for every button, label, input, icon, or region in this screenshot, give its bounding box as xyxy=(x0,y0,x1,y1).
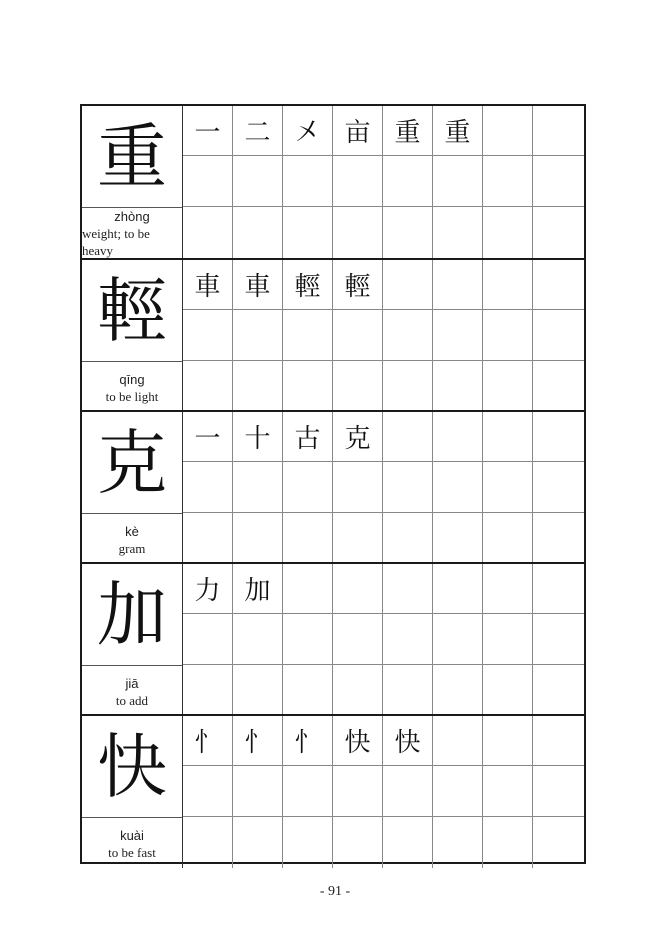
practice-cell xyxy=(383,412,433,462)
practice-cell xyxy=(283,207,333,258)
practice-cell xyxy=(183,207,233,258)
stroke-order-cell: 㐅 xyxy=(283,106,333,156)
practice-cell xyxy=(483,513,533,564)
stroke-order-cell: 力 xyxy=(183,564,233,614)
pinyin: zhòng xyxy=(114,209,150,224)
meaning: to be fast xyxy=(108,844,156,860)
practice-cell xyxy=(283,614,333,665)
practice-cell xyxy=(183,156,233,207)
practice-cell xyxy=(483,564,533,614)
practice-cell xyxy=(533,106,584,156)
practice-cell xyxy=(233,817,283,868)
practice-cell xyxy=(533,156,584,207)
stroke-order-cell: 輕 xyxy=(333,260,383,310)
practice-cell xyxy=(383,462,433,513)
practice-cell xyxy=(233,310,283,361)
practice-cell xyxy=(233,207,283,258)
practice-cell xyxy=(283,665,333,716)
stroke-order-cell: 一 xyxy=(183,106,233,156)
practice-cell xyxy=(383,564,433,614)
practice-cell xyxy=(433,207,483,258)
stroke-order-cell: 一 xyxy=(183,412,233,462)
meaning: gram xyxy=(118,540,146,556)
practice-cell xyxy=(383,361,433,412)
practice-grid xyxy=(183,106,584,258)
character-block xyxy=(82,562,584,716)
practice-cell xyxy=(533,207,584,258)
character-block xyxy=(82,258,584,412)
meaning: to add xyxy=(115,692,149,708)
stroke-order-cell: 二 xyxy=(233,106,283,156)
practice-cell xyxy=(383,156,433,207)
practice-grid xyxy=(183,412,584,564)
practice-cell xyxy=(533,412,584,462)
stroke-order-cell: 快 xyxy=(383,716,433,766)
practice-cell xyxy=(283,361,333,412)
model-character: 加 xyxy=(97,573,167,656)
stroke-order-cell: 忄 xyxy=(233,716,283,766)
practice-cell xyxy=(433,665,483,716)
stroke-order-cell: 快 xyxy=(333,716,383,766)
practice-cell xyxy=(433,310,483,361)
practice-cell xyxy=(433,564,483,614)
character-label xyxy=(82,207,182,259)
practice-cell xyxy=(533,665,584,716)
stroke-order-cell: 忄 xyxy=(283,716,333,766)
practice-cell xyxy=(383,207,433,258)
practice-cell xyxy=(183,513,233,564)
practice-cell xyxy=(483,665,533,716)
practice-grid xyxy=(183,260,584,412)
practice-cell xyxy=(333,665,383,716)
practice-cell xyxy=(483,412,533,462)
practice-cell xyxy=(283,766,333,817)
practice-cell xyxy=(433,462,483,513)
practice-cell xyxy=(233,462,283,513)
practice-cell xyxy=(333,310,383,361)
practice-cell xyxy=(183,766,233,817)
practice-cell xyxy=(483,361,533,412)
practice-cell xyxy=(183,665,233,716)
practice-cell xyxy=(233,766,283,817)
practice-cell xyxy=(483,310,533,361)
practice-cell xyxy=(383,817,433,868)
practice-cell xyxy=(333,614,383,665)
character-block xyxy=(82,106,584,258)
model-character: 重 xyxy=(97,115,167,198)
practice-cell xyxy=(433,412,483,462)
practice-cell xyxy=(233,361,283,412)
stroke-order-cell: 重 xyxy=(383,106,433,156)
practice-cell xyxy=(233,665,283,716)
practice-cell xyxy=(183,817,233,868)
stroke-order-cell: 十 xyxy=(233,412,283,462)
stroke-order-cell: 重 xyxy=(433,106,483,156)
meaning: to be light xyxy=(105,388,159,404)
practice-cell xyxy=(183,361,233,412)
practice-cell xyxy=(533,564,584,614)
practice-cell xyxy=(383,614,433,665)
practice-cell xyxy=(383,260,433,310)
pinyin: kuài xyxy=(120,827,144,843)
practice-cell xyxy=(333,817,383,868)
pinyin: jiā xyxy=(125,675,139,691)
practice-cell xyxy=(483,207,533,258)
practice-cell xyxy=(283,156,333,207)
character-label xyxy=(82,361,182,413)
practice-cell xyxy=(233,156,283,207)
practice-cell xyxy=(533,766,584,817)
practice-cell xyxy=(483,462,533,513)
practice-cell xyxy=(533,614,584,665)
practice-cell xyxy=(433,716,483,766)
pinyin: kè xyxy=(125,523,139,539)
practice-cell xyxy=(533,260,584,310)
practice-cell xyxy=(533,817,584,868)
stroke-order-cell: 古 xyxy=(283,412,333,462)
practice-cell xyxy=(383,665,433,716)
pinyin: qīng xyxy=(119,371,145,387)
practice-cell xyxy=(483,106,533,156)
practice-grid xyxy=(183,564,584,716)
practice-cell xyxy=(233,513,283,564)
stroke-order-cell: 克 xyxy=(333,412,383,462)
character-label xyxy=(82,665,182,717)
meaning: weight; to be heavy xyxy=(82,226,150,258)
practice-cell xyxy=(283,513,333,564)
practice-cell xyxy=(383,310,433,361)
practice-cell xyxy=(333,564,383,614)
practice-cell xyxy=(483,260,533,310)
practice-cell xyxy=(283,817,333,868)
practice-sheet xyxy=(80,104,586,864)
practice-cell xyxy=(433,817,483,868)
practice-cell xyxy=(233,614,283,665)
model-character: 快 xyxy=(97,725,167,808)
character-block xyxy=(82,410,584,564)
practice-cell xyxy=(283,310,333,361)
practice-cell xyxy=(183,462,233,513)
practice-cell xyxy=(333,462,383,513)
practice-cell xyxy=(433,260,483,310)
practice-cell xyxy=(333,766,383,817)
practice-cell xyxy=(533,310,584,361)
practice-cell xyxy=(283,462,333,513)
practice-cell xyxy=(533,513,584,564)
practice-cell xyxy=(483,817,533,868)
practice-cell xyxy=(333,513,383,564)
stroke-order-cell: 車 xyxy=(233,260,283,310)
practice-cell xyxy=(483,716,533,766)
practice-cell xyxy=(433,361,483,412)
character-label xyxy=(82,817,182,869)
practice-cell xyxy=(483,614,533,665)
practice-cell xyxy=(433,614,483,665)
model-character: 輕 xyxy=(97,269,167,352)
stroke-order-cell: 車 xyxy=(183,260,233,310)
practice-cell xyxy=(483,156,533,207)
practice-cell xyxy=(483,766,533,817)
practice-cell xyxy=(533,716,584,766)
stroke-order-cell: 加 xyxy=(233,564,283,614)
practice-cell xyxy=(333,156,383,207)
practice-grid xyxy=(183,716,584,868)
practice-cell xyxy=(333,361,383,412)
stroke-order-cell: 忄 xyxy=(183,716,233,766)
practice-cell xyxy=(533,462,584,513)
practice-cell xyxy=(183,310,233,361)
stroke-order-cell: 輕 xyxy=(283,260,333,310)
character-block xyxy=(82,714,584,868)
page-number: - 91 - xyxy=(319,884,351,899)
practice-cell xyxy=(333,207,383,258)
character-label xyxy=(82,513,182,565)
practice-cell xyxy=(183,614,233,665)
practice-cell xyxy=(433,766,483,817)
stroke-order-cell: 亩 xyxy=(333,106,383,156)
practice-cell xyxy=(433,156,483,207)
practice-cell xyxy=(383,513,433,564)
practice-cell xyxy=(533,361,584,412)
practice-cell xyxy=(433,513,483,564)
model-character: 克 xyxy=(97,421,167,504)
practice-cell xyxy=(383,766,433,817)
practice-cell xyxy=(283,564,333,614)
